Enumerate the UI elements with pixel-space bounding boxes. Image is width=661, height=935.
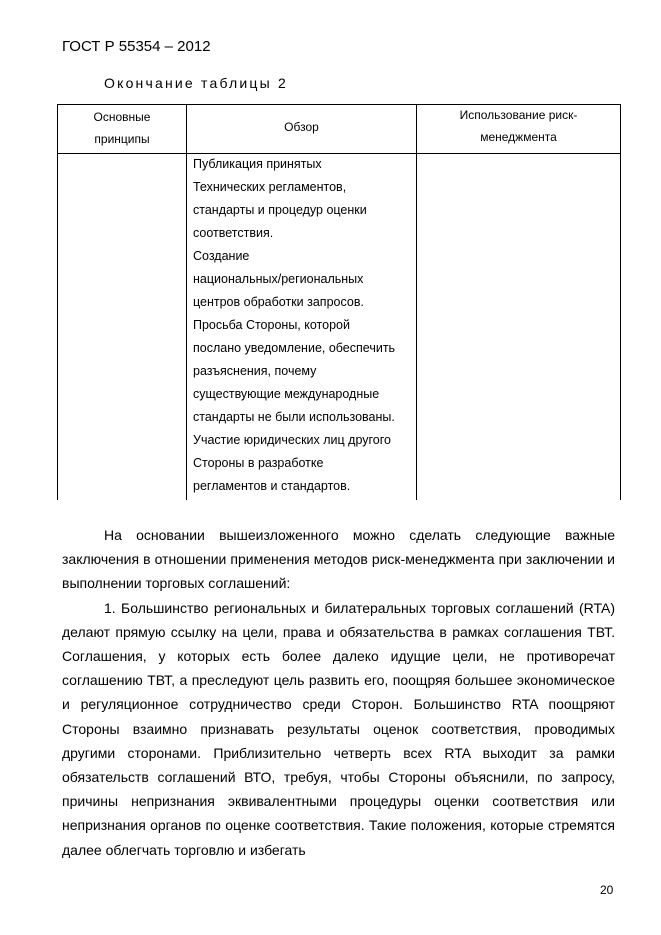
page-number: 20 [600, 883, 614, 897]
body-paragraph-conclusions: На основании вышеизложенного можно сделать следующие важные заключения в отношении применения методов риск-менеджмента при заключении и выполнении торговых соглашений: [62, 527, 615, 592]
overview-line: Публикация принятых [193, 157, 322, 171]
table-column-divider-2 [416, 104, 417, 500]
column-header-overview-line1: Обзор [284, 120, 319, 134]
column-header-risk-management-line1: Использование риск- [459, 108, 578, 122]
overview-line: существующие международные [193, 387, 380, 401]
overview-line: центров обработки запросов. [193, 295, 364, 309]
document-standard-header: ГОСТ Р 55354 – 2012 [62, 38, 211, 55]
overview-line: Просьба Стороны, которой [193, 318, 350, 332]
overview-line: стандарты и процедур оценки [193, 203, 367, 217]
overview-line: Участие юридических лиц другого [193, 433, 391, 447]
overview-line: национальных/региональных [193, 272, 364, 286]
column-header-principles [58, 106, 186, 150]
overview-line: Создание [193, 249, 250, 263]
body-paragraph-rta: 1. Большинство региональных и билатеральных торговых соглашений (RTA) делают прямую ссылку на цели, права и обязательства в рамках соглашения ТВТ. Соглашения, у которых есть более далеко идущие цели, не противоречат соглашению ТВТ, а преследуют цель развить его, поощряя большее экономическое и регуляционное сотрудничество среди Сторон. Большинство RTA поощряют Стороны взаимно признавать результаты оценок соответствия, проводимых другими сторонами. Приблизительно четверть всех RTA выходит за рамки обязательств соглашений ВТО, требуя, чтобы Стороны объяснили, по запросу, причины непризнания эквивалентными процедуры оценки соответствия или непризнания органов по оценке соответствия. Такие положения, которые стремятся далее облегчать торговлю и избегать [62, 599, 615, 858]
column-header-principles-line2: принципы [94, 132, 150, 146]
table-right-border [620, 104, 621, 500]
overview-line: регламентов и стандартов. [193, 479, 351, 493]
table-left-border [57, 104, 58, 500]
table-caption: Окончание таблицы 2 [104, 75, 288, 91]
column-header-principles-line1: Основные [93, 110, 151, 124]
column-header-overview [187, 116, 416, 138]
overview-line: Стороны в разработке [193, 456, 324, 470]
overview-line: разъяснения, почему [193, 364, 317, 378]
table-column-divider-1 [186, 104, 187, 500]
overview-line: Технических регламентов, [193, 180, 347, 194]
overview-line: стандарты не были использованы. [193, 410, 395, 424]
overview-line: соответствия. [193, 226, 274, 240]
column-header-risk-management-line2: менеджмента [480, 130, 557, 144]
column-header-risk-management [417, 104, 620, 148]
overview-line: послано уведомление, обеспечить [193, 341, 396, 355]
body-text [62, 523, 615, 862]
overview-cell [193, 153, 415, 498]
